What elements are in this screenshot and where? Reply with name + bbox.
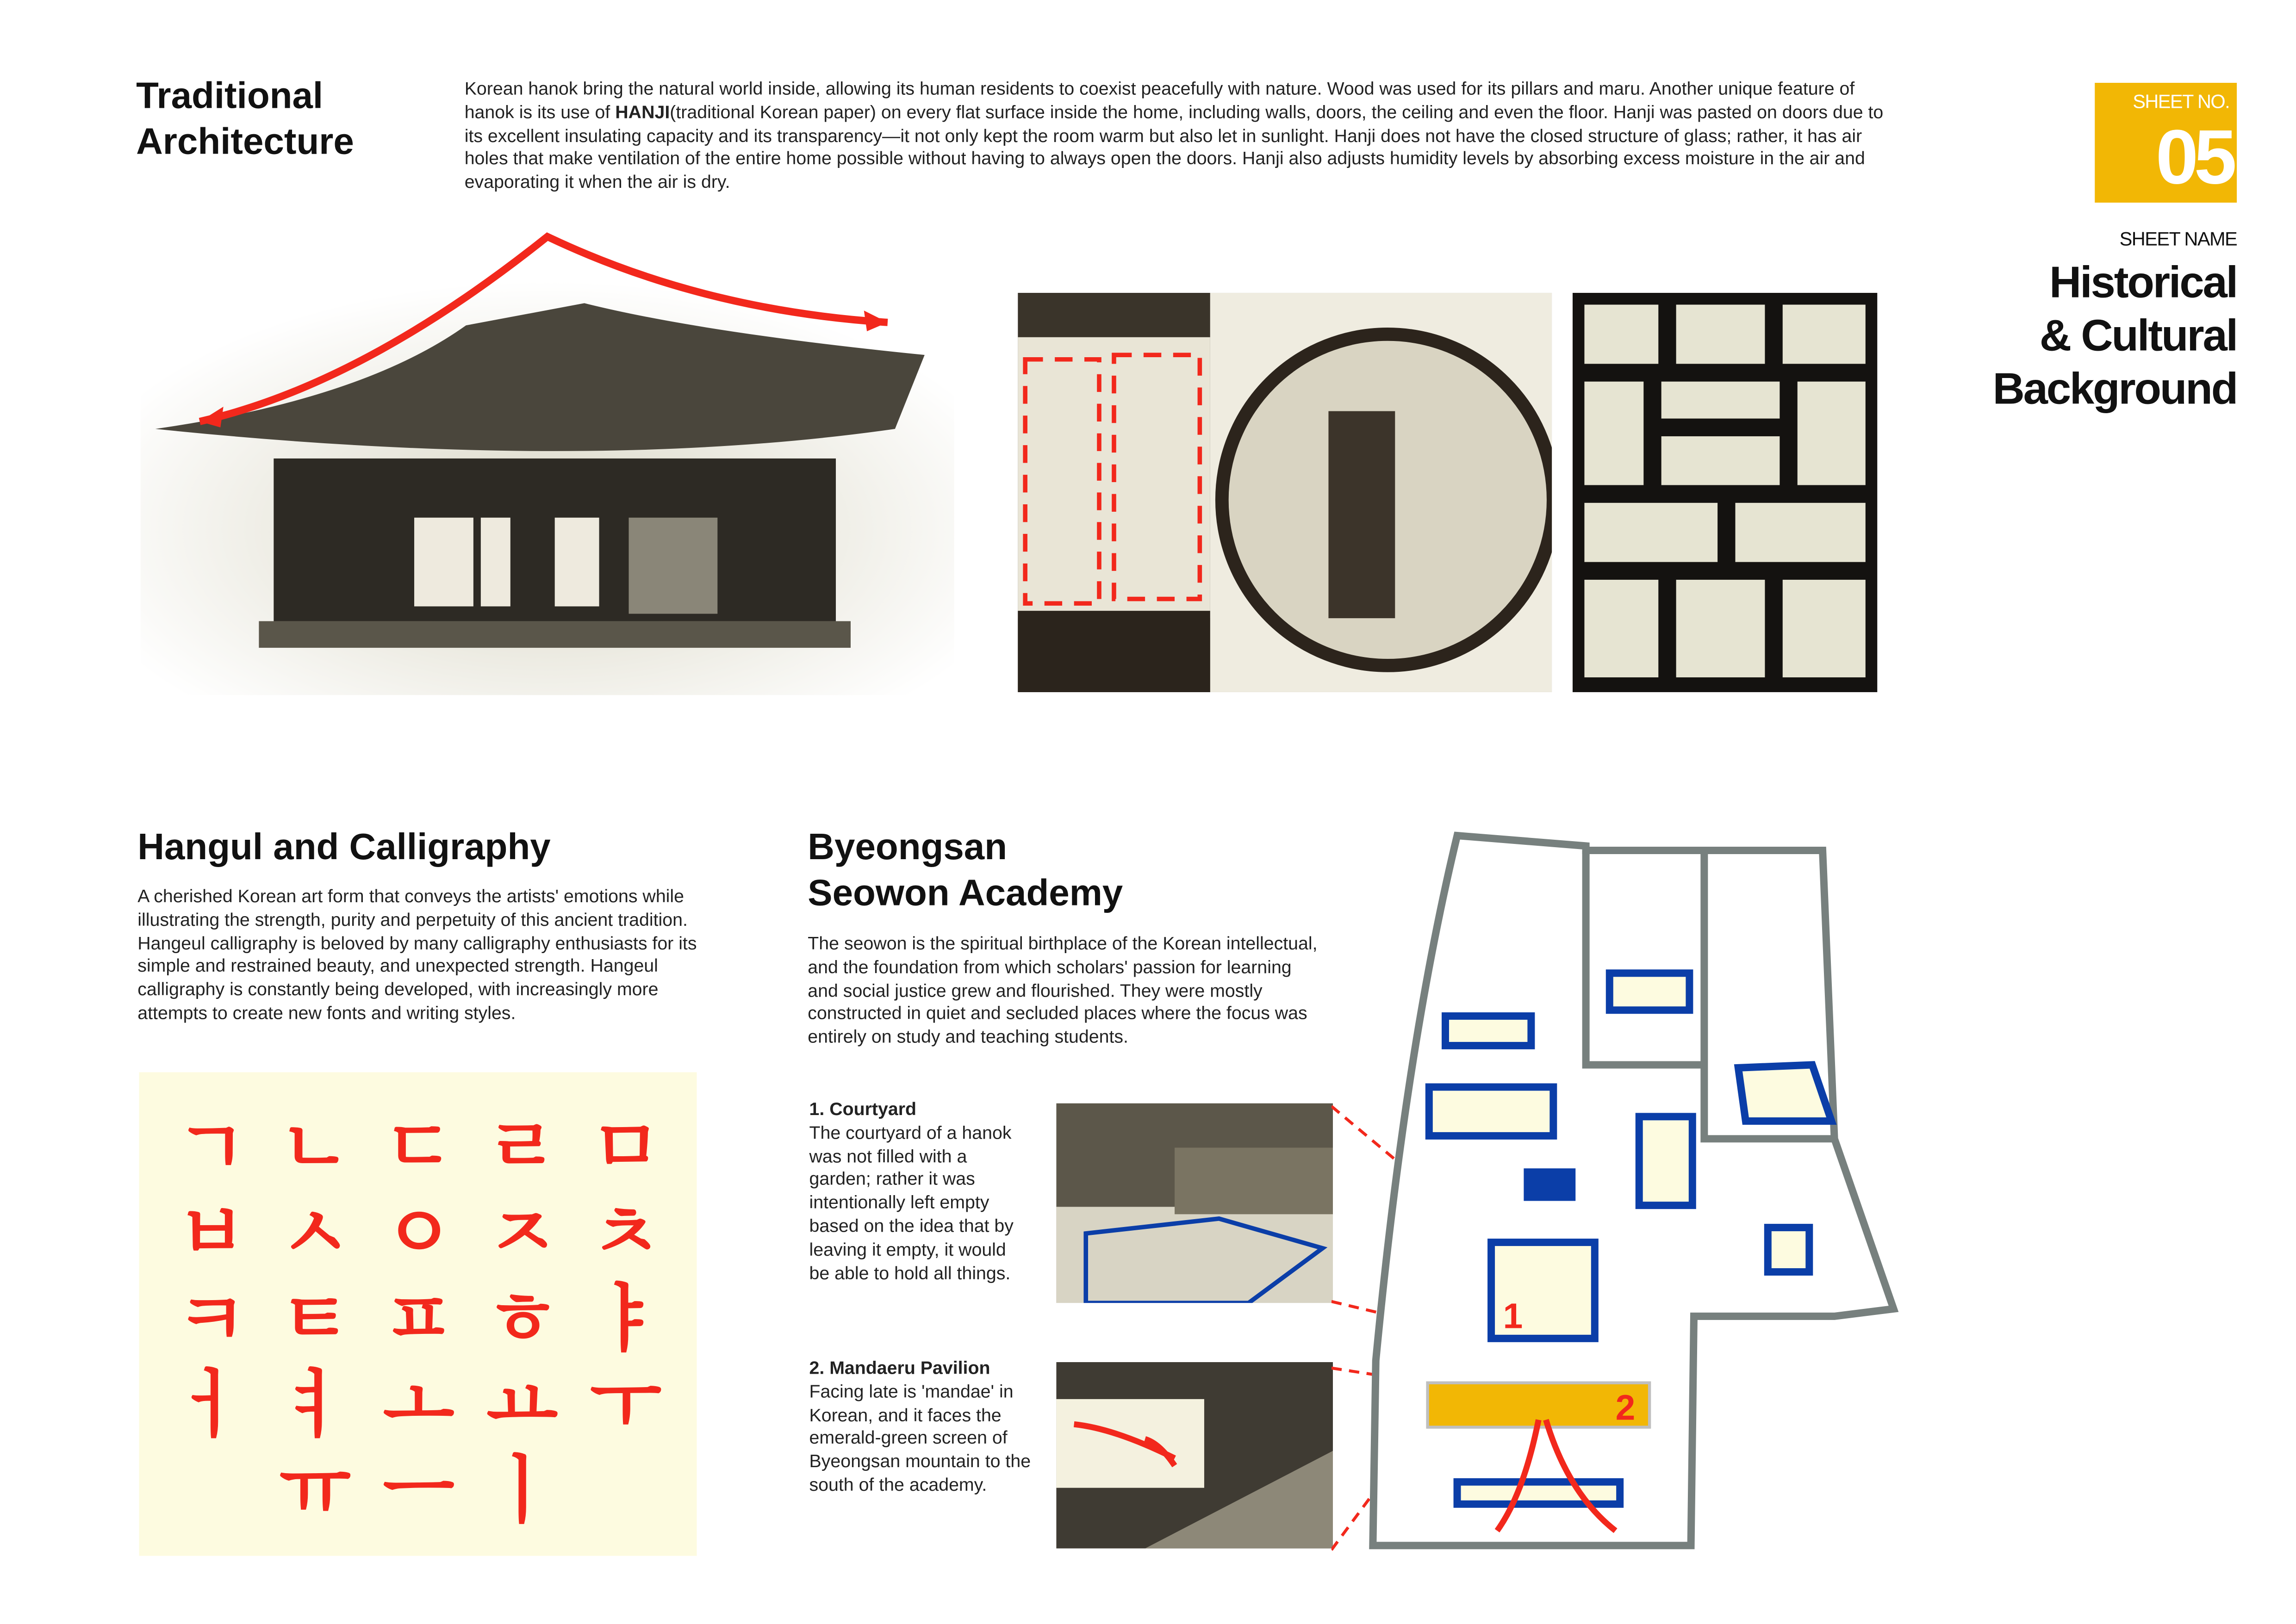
- hangul-letter: ㅋ: [175, 1277, 248, 1361]
- hangul-letter: ㅗ: [383, 1364, 454, 1447]
- hangul-letter: ㅌ: [279, 1277, 351, 1361]
- hangul-letter: ㅣ: [486, 1449, 558, 1532]
- hangul-letter: ㅅ: [279, 1192, 351, 1275]
- intro-bold: HANJI: [615, 101, 670, 123]
- hangul-letter: ㅡ: [383, 1449, 454, 1532]
- calligraphy-panel: [139, 1072, 697, 1556]
- sheet-name: [1923, 257, 2237, 417]
- sheet-no: 05: [2155, 115, 2233, 201]
- hangul-letter: ㅑ: [590, 1277, 662, 1361]
- mandaeru-photo: [1056, 1362, 1333, 1549]
- sheet-number-box: [2095, 83, 2237, 203]
- hangul-letter: ㄴ: [279, 1106, 351, 1189]
- academy-paragraph: The seowon is the spiritual birthplace of the Korean intellectual, and the foundation from which scholars' passion for learning and social justice grew and flourished. They were mostly constructed in quiet and secluded places where the focus was entirely on study and teaching students.: [808, 933, 1318, 1048]
- sheet-name-line: Historical: [2049, 259, 2237, 308]
- sheet-name-label: SHEET NAME: [2119, 228, 2237, 250]
- title-line: Architecture: [136, 121, 354, 163]
- hangul-letter: ㅁ: [590, 1106, 662, 1189]
- site-plan: [1332, 828, 1909, 1560]
- courtyard-photo: [1056, 1103, 1333, 1303]
- hangul-letter: ㅕ: [279, 1364, 351, 1447]
- hangul-paragraph: A cherished Korean art form that conveys the artists' emotions while illustrating the strength, purity and perpetuity of this ancient tradition. Hangeul calligraphy is beloved by many calligraphy enthusiasts for its simple and restrained beauty, and unexpected strength. Hangeul calligraphy is constantly being developed, with increasingly more attempts to create new fonts and writing styles.: [137, 886, 697, 1023]
- hangul-letter: ㄷ: [383, 1106, 454, 1189]
- sheet-name-line: Background: [1992, 365, 2237, 415]
- intro-text: (traditional Korean paper) on every flat surface inside the home, including walls, doors, the ceiling and even the floor. Hanji was pasted on doors due to its excellent insulating capacity and its transparency—it not only kept the room warm but also let in sunlight. Hanji does not have the closed structure of glass; rather, it has air holes that make ventilation of the entire home possible without having to always open the doors. Hanji also adjusts humidity levels by absorbing excess moisture in the air and evaporating it when the air is dry.: [464, 101, 1884, 193]
- hangul-letter: ㅛ: [486, 1364, 558, 1447]
- section-title-traditional-architecture: [136, 74, 354, 166]
- title-line: Traditional: [136, 75, 324, 117]
- sheet-no-label: SHEET NO.: [2133, 90, 2230, 112]
- lattice-window-photo: [1573, 293, 1877, 692]
- hanok-photo: [141, 222, 954, 695]
- courtyard-note: [809, 1099, 1031, 1286]
- hangul-letter: ㅇ: [383, 1192, 454, 1275]
- hanji-door-photo: [1018, 293, 1552, 692]
- hangul-letter: ㄹ: [486, 1106, 558, 1189]
- title-line: Byeongsan: [808, 826, 1008, 868]
- note-title: 2. Mandaeru Pavilion: [809, 1357, 990, 1379]
- hangul-letter: ㅠ: [279, 1449, 351, 1532]
- section-title-hangul: Hangul and Calligraphy: [137, 826, 551, 868]
- mandaeru-note: [809, 1357, 1031, 1498]
- calligraphy-letters: [160, 1105, 678, 1534]
- intro-paragraph: [465, 78, 1885, 195]
- hangul-letter: ㅂ: [175, 1192, 248, 1275]
- note-title: 1. Courtyard: [809, 1098, 917, 1120]
- note-text: The courtyard of a hanok was not filled with a garden; rather it was intentionally left empty based on the idea that by leaving it empty, it would be able to hold all things.: [809, 1122, 1014, 1283]
- hangul-letter: ㅜ: [590, 1364, 662, 1447]
- note-text: Facing late is 'mandae' in Korean, and it faces the emerald-green screen of Byeongsan mountain to the south of the academy.: [809, 1381, 1031, 1495]
- hangul-letter: ㅊ: [590, 1192, 662, 1275]
- plan-marker-2: 2: [1615, 1388, 1636, 1428]
- section-title-academy: [808, 825, 1123, 917]
- intro-text: Korean hanok bring the natural world inside, allowing its human residents to coexist peacefully with nature. Wood was used for its pillars and maru. Another unique feature of hanok is its use of: [464, 78, 1855, 123]
- hangul-letter: ㅓ: [175, 1364, 248, 1447]
- title-line: Seowon Academy: [808, 872, 1123, 914]
- sheet-name-line: & Cultural: [2039, 312, 2237, 361]
- hangul-letter: ㅍ: [383, 1277, 454, 1361]
- hangul-letter: ㅎ: [486, 1277, 558, 1361]
- hangul-letter: ㅈ: [486, 1192, 558, 1275]
- hangul-letter: ㄱ: [175, 1106, 248, 1189]
- plan-marker-1: 1: [1503, 1296, 1523, 1336]
